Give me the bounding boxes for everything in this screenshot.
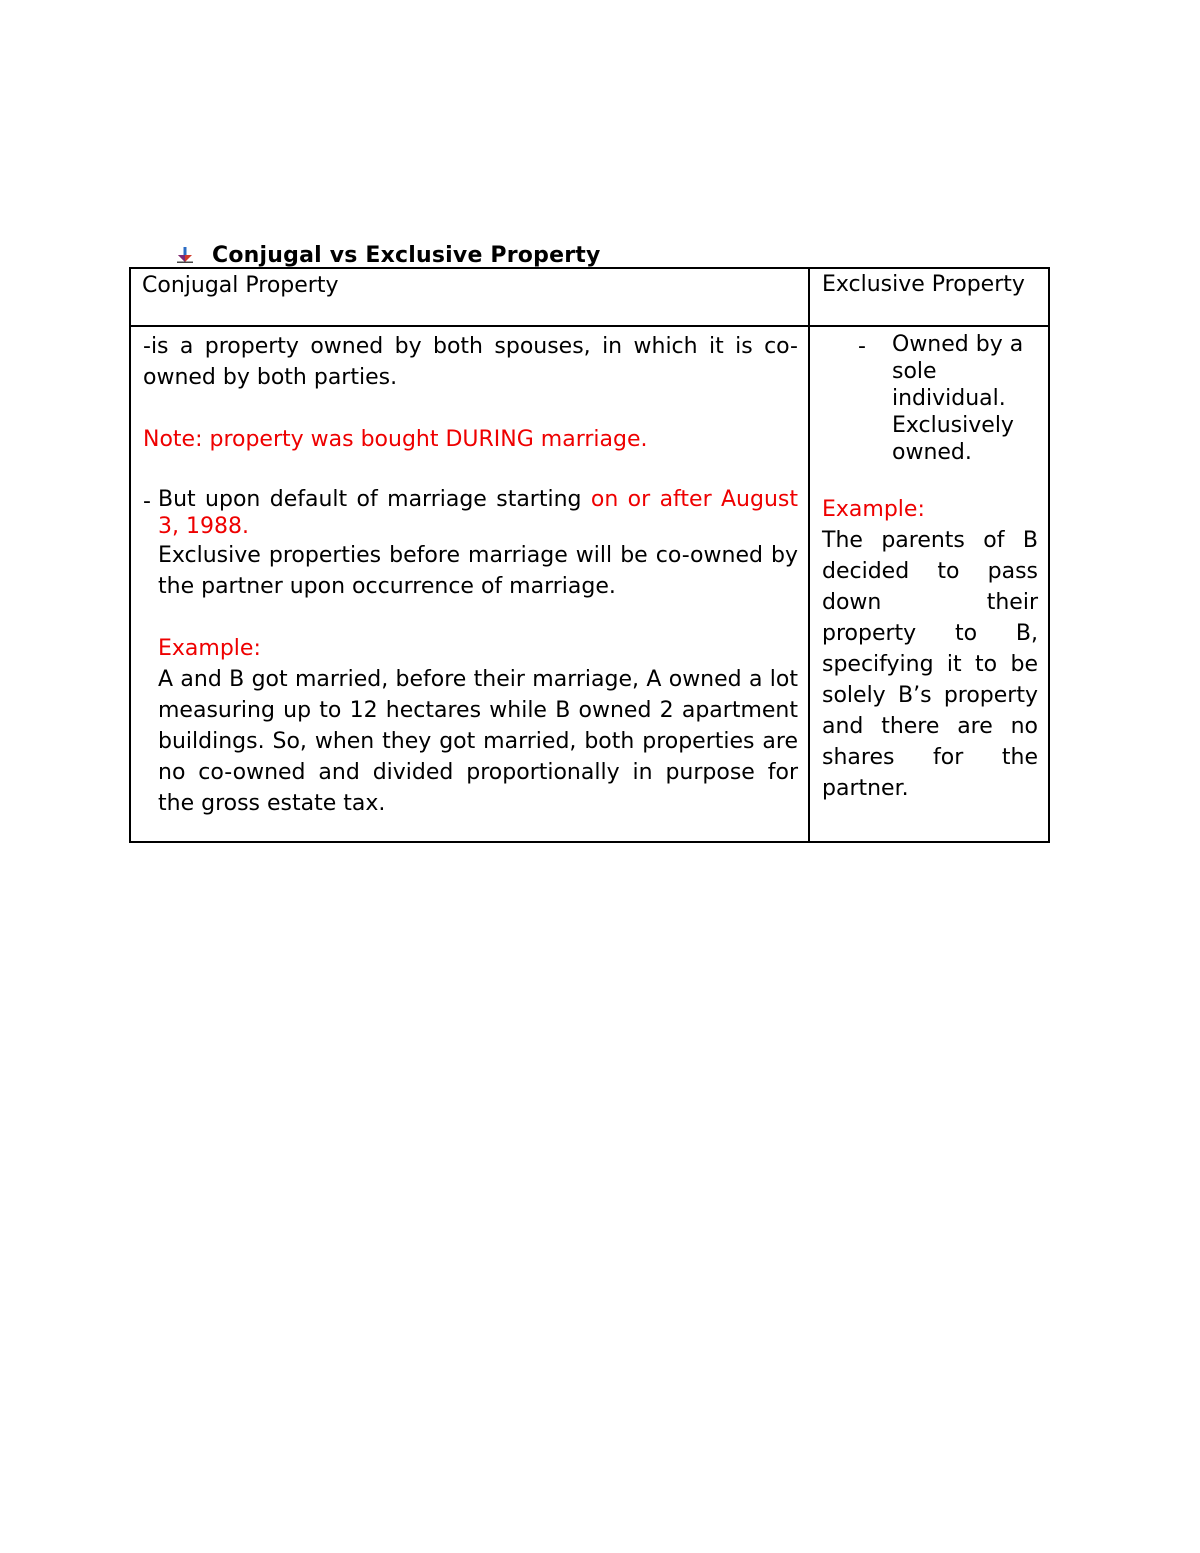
default-date: on or after August 3, 1988. — [158, 487, 798, 539]
comparison-table — [129, 267, 1050, 843]
table-body-row — [130, 326, 1049, 842]
conjugal-example-label: Example: — [158, 636, 261, 661]
section-heading — [176, 240, 601, 270]
exclusive-rule: Exclusive properties before marriage will be co-owned by the partner upon occurrence of marriage. — [158, 543, 798, 599]
section-title: Conjugal vs Exclusive Property — [212, 242, 601, 268]
dash-marker: - — [858, 334, 866, 359]
conjugal-default-item — [143, 486, 798, 819]
default-text: But upon default of marriage starting — [158, 487, 591, 512]
conjugal-note: Note: property was bought DURING marriage. — [143, 427, 648, 452]
conjugal-example-text: A and B got married, before their marriage, A owned a lot measuring up to 12 hectares while B owned 2 apartment buildings. So, when they got married, both properties are no co-owned and divided proportionally in purpose for the gross estate tax. — [158, 667, 798, 816]
table-header-row — [130, 268, 1049, 326]
exclusive-example-text: The parents of B decided to pass down their property to B, specifying it to be solely B’s property and there are no shares for the partner. — [822, 528, 1038, 801]
conjugal-cell — [130, 326, 809, 842]
exclusive-cell — [809, 326, 1049, 842]
header-exclusive: Exclusive Property — [809, 268, 1049, 326]
exclusive-definition: Owned by a sole individual. Exclusively owned. — [892, 332, 1024, 465]
exclusive-definition-item — [822, 331, 1038, 466]
arrow-down-bullet-icon — [176, 246, 194, 264]
dash-marker: - — [143, 489, 151, 514]
conjugal-definition: -is a property owned by both spouses, in which it is co- owned by both parties. — [143, 334, 798, 390]
exclusive-example-label: Example: — [822, 497, 925, 522]
header-conjugal: Conjugal Property — [130, 268, 809, 326]
